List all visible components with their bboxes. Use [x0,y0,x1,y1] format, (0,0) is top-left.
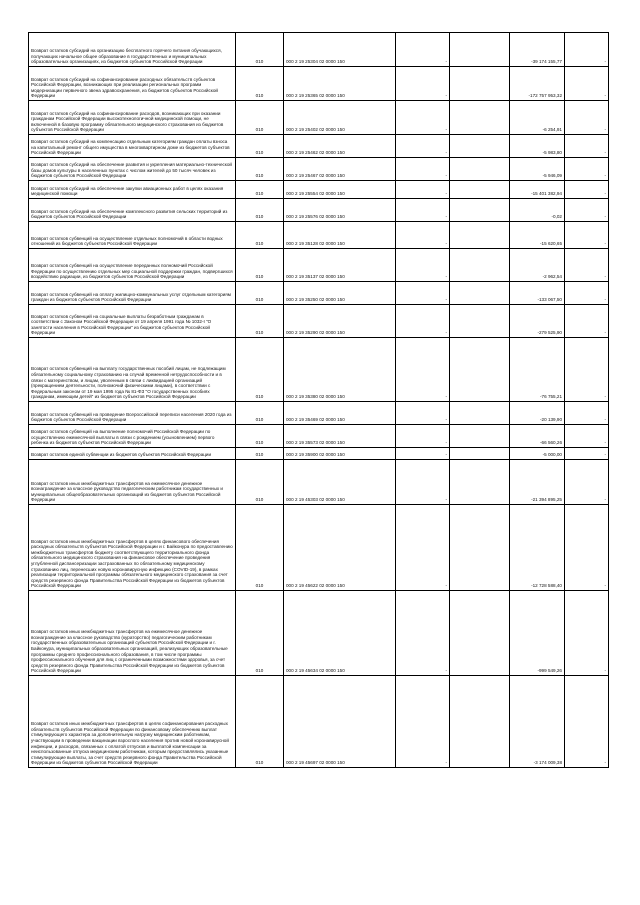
cell-classification-code: 000 2 19 25365 02 0000 150 [284,67,396,101]
cell-empty-2 [450,676,510,768]
cell-amount: -12 728 588,40 [510,505,565,591]
cell-amount: -3 174 009,38 [510,676,565,768]
cell-empty-2 [450,338,510,402]
cell-line-code: 010 [236,222,284,249]
cell-classification-code: 000 2 19 25402 02 0000 150 [284,101,396,135]
cell-empty-1: - [396,181,450,199]
cell-classification-code: 000 2 19 35469 02 0000 150 [284,402,396,425]
cell-classification-code: 000 2 19 25576 02 0000 150 [284,199,396,222]
cell-empty-3: - [565,448,609,460]
table-row [29,199,609,222]
cell-amount: -15 401 382,94 [510,181,565,199]
cell-empty-2 [450,181,510,199]
cell-empty-2 [450,282,510,305]
cell-name: Возврат остатков субсидий на софинансирование расходных обязательств субъектов Российской Федерации, возникающих при реализации региональных программ модернизации первичного звена здравоохранения, из бюджетов субъектов Российской Федерации [29,67,236,101]
cell-classification-code: 000 2 19 35900 02 0000 150 [284,448,396,460]
cell-amount: -5 946,09 [510,158,565,181]
cell-amount: -2 962,54 [510,249,565,282]
table-row [29,676,609,768]
cell-empty-1: - [396,460,450,505]
cell-line-code: 010 [236,101,284,135]
cell-name: Возврат остатков субсидий на организацию бесплатного горячего питания обучающихся, получающих начальное общее образование в государственных и муниципальных образовательных организациях, из бюджетов субъектов Российской Федерации [29,33,236,67]
cell-classification-code: 000 2 19 35128 02 0000 150 [284,222,396,249]
cell-empty-1: - [396,101,450,135]
cell-line-code: 010 [236,676,284,768]
cell-name: Возврат остатков иных межбюджетных трансфертов в целях софинансирования расходных обязательств субъектов Российской Федерации по финансовому обеспечению выплат стимулирующего характера за дополнительную нагрузку медицинским работникам, участвующим в проведении вакцинации взрослого населения против новой коронавирусной инфекции, и расходов, связанных с оплатой отпусков и выплатой компенсации за неиспользованные отпуска медицинским работникам, которым предоставлялись указанные стимулирующие выплаты, за счет средств резервного фонда Правительства Российской Федерации из бюджетов субъектов Российской Федерации [29,676,236,768]
cell-empty-1: - [396,338,450,402]
cell-empty-1: - [396,67,450,101]
cell-empty-3: - [565,591,609,676]
cell-amount: -172 757 953,32 [510,67,565,101]
cell-amount: -999 549,26 [510,591,565,676]
table-row [29,282,609,305]
cell-name: Возврат остатков субвенций на выполнение полномочий Российской Федерации по осуществлению ежемесячной выплаты в связи с рождением (усыновлением) первого ребенка из бюджетов субъектов Российской Федерации [29,425,236,448]
cell-name: Возврат остатков субвенций на проведение Всероссийской переписи населения 2020 года из бюджетов субъектов Российской Федерации [29,402,236,425]
cell-line-code: 010 [236,425,284,448]
cell-empty-1: - [396,305,450,338]
cell-empty-3: - [565,676,609,768]
cell-line-code: 010 [236,181,284,199]
cell-line-code: 010 [236,591,284,676]
cell-empty-3: - [565,425,609,448]
cell-empty-3: - [565,222,609,249]
cell-empty-2 [450,402,510,425]
table-row [29,591,609,676]
cell-name: Возврат остатков субсидий на обеспечение развития и укрепления материально-технической базы домов культуры в населенных пунктах с числом жителей до 50 тысяч человек из бюджетов субъектов Российской Федерации [29,158,236,181]
table-row [29,505,609,591]
table-row [29,448,609,460]
table-row [29,33,609,67]
cell-amount: -133 067,50 [510,282,565,305]
table-body [29,33,609,768]
cell-name: Возврат остатков иных межбюджетных трансфертов на ежемесячное денежное вознаграждение за классное руководство педагогическим работникам государственных и муниципальных общеобразовательных организаций из бюджетов субъектов Российской Федерации [29,460,236,505]
cell-empty-2 [450,222,510,249]
cell-line-code: 010 [236,249,284,282]
cell-name: Возврат остатков субсидий на софинансирование расходов, возникающих при оказании гражданам Российской Федерации высокотехнологичной медицинской помощи, не включенной в базовую программу обязательного медицинского страхования из бюджетов субъектов Российской Федерации [29,101,236,135]
cell-classification-code: 000 2 19 25304 02 0000 150 [284,33,396,67]
cell-empty-3: - [565,181,609,199]
cell-empty-3: - [565,249,609,282]
table-row [29,135,609,158]
cell-empty-1: - [396,158,450,181]
cell-empty-2 [450,505,510,591]
cell-line-code: 010 [236,338,284,402]
cell-amount: -0,02 [510,199,565,222]
cell-amount: -66 560,26 [510,425,565,448]
cell-empty-2 [450,33,510,67]
cell-empty-3: - [565,199,609,222]
cell-empty-3: - [565,135,609,158]
table-row [29,181,609,199]
cell-empty-1: - [396,676,450,768]
table-row [29,305,609,338]
cell-amount: -21 394 895,25 [510,460,565,505]
cell-empty-3: - [565,338,609,402]
cell-name: Возврат остатков субвенций на выплату государственных пособий лицам, не подлежащим обязательному социальному страхованию на случай временной нетрудоспособности и в связи с материнством, и лицам, уволенным в связи с ликвидацией организаций (прекращением деятельности, полномочий физическими лицами), в соответствии с Федеральным законом от 19 мая 1995 года № 81-ФЗ "О государственных пособиях гражданам, имеющим детей" из бюджетов субъектов Российской Федерации [29,338,236,402]
cell-empty-2 [450,460,510,505]
table-row [29,425,609,448]
budget-report-table [28,32,609,768]
cell-name: Возврат остатков иных межбюджетных трансфертов на ежемесячное денежное вознаграждение за классное руководство (кураторство) педагогическим работникам государственных образовательных организаций субъектов Российской Федерации и г. Байконура, муниципальных образовательных организаций, реализующих образовательные программы среднего профессионального образования, в том числе программы профессионального обучения для лиц с ограниченными возможностями здоровья, за счет средств резервного фонда Правительства Российской Федерации из бюджетов субъектов Российской Федерации [29,591,236,676]
cell-classification-code: 000 2 19 35380 02 0000 150 [284,338,396,402]
cell-empty-1: - [396,505,450,591]
cell-line-code: 010 [236,460,284,505]
cell-empty-2 [450,158,510,181]
cell-line-code: 010 [236,67,284,101]
cell-amount: -15 620,65 [510,222,565,249]
cell-line-code: 010 [236,402,284,425]
cell-line-code: 010 [236,505,284,591]
cell-line-code: 010 [236,282,284,305]
cell-classification-code: 000 2 19 45622 02 0000 150 [284,505,396,591]
table-row [29,402,609,425]
table-row [29,158,609,181]
cell-line-code: 010 [236,135,284,158]
cell-classification-code: 000 2 19 45634 02 0000 150 [284,591,396,676]
cell-name: Возврат остатков субвенций на оплату жилищно-коммунальных услуг отдельным категориям граждан из бюджетов субъектов Российской Федерации [29,282,236,305]
cell-classification-code: 000 2 19 35137 02 0000 150 [284,249,396,282]
cell-empty-3: - [565,460,609,505]
cell-empty-1: - [396,222,450,249]
cell-empty-3: - [565,158,609,181]
cell-classification-code: 000 2 19 45303 02 0000 150 [284,460,396,505]
cell-classification-code: 000 2 19 35573 02 0000 150 [284,425,396,448]
cell-line-code: 010 [236,199,284,222]
cell-classification-code: 000 2 19 25462 02 0000 150 [284,135,396,158]
cell-line-code: 010 [236,305,284,338]
cell-empty-2 [450,135,510,158]
cell-empty-2 [450,425,510,448]
cell-classification-code: 000 2 19 35290 02 0000 150 [284,305,396,338]
cell-empty-2 [450,101,510,135]
cell-line-code: 010 [236,448,284,460]
cell-classification-code: 000 2 19 25467 02 0000 150 [284,158,396,181]
cell-amount: -5 000,00 [510,448,565,460]
cell-empty-2 [450,305,510,338]
table-row [29,460,609,505]
cell-empty-1: - [396,249,450,282]
cell-empty-3: - [565,101,609,135]
cell-line-code: 010 [236,158,284,181]
cell-name: Возврат остатков субсидий на обеспечение комплексного развития сельских территорий из бюджетов субъектов Российской Федерации [29,199,236,222]
cell-empty-2 [450,67,510,101]
cell-amount: -20 139,90 [510,402,565,425]
cell-empty-1: - [396,591,450,676]
table-row [29,222,609,249]
cell-name: Возврат остатков иных межбюджетных трансфертов в целях финансового обеспечения расходных обязательств субъектов Российской Федерации и г. Байконура по предоставлению межбюджетных трансфертов бюджету соответствующего территориального фонда обязательного медицинского страхования на финансовое обеспечение проведения углубленной диспансеризации застрахованных по обязательному медицинскому страхованию лиц, перенесших новую коронавирусную инфекцию (COVID-19), в рамках реализации территориальной программы обязательного медицинского страхования за счет средств резервного фонда Правительства Российской Федерации из бюджетов субъектов Российской Федерации [29,505,236,591]
cell-empty-1: - [396,199,450,222]
cell-empty-1: - [396,282,450,305]
cell-classification-code: 000 2 19 45697 02 0000 150 [284,676,396,768]
cell-amount: -6 254,91 [510,101,565,135]
cell-empty-3: - [565,505,609,591]
cell-empty-2 [450,249,510,282]
cell-empty-3: - [565,305,609,338]
cell-amount: -5 983,80 [510,135,565,158]
cell-empty-1: - [396,402,450,425]
cell-classification-code: 000 2 19 35250 02 0000 150 [284,282,396,305]
table-row [29,101,609,135]
cell-empty-3: - [565,282,609,305]
cell-empty-3: - [565,402,609,425]
cell-amount: -76 755,21 [510,338,565,402]
cell-empty-1: - [396,135,450,158]
table-row [29,338,609,402]
cell-amount: -279 525,90 [510,305,565,338]
cell-name: Возврат остатков единой субвенции из бюджетов субъектов Российской Федерации [29,448,236,460]
cell-name: Возврат остатков субвенций на социальные выплаты безработным гражданам в соответствии с Законом Российской Федерации от 19 апреля 1991 года № 1032-I "О занятости населения в Российской Федерации" из бюджетов субъектов Российской Федерации [29,305,236,338]
cell-name: Возврат остатков субвенций на осуществление отдельных полномочий в области водных отношений из бюджетов субъектов Российской Федерации [29,222,236,249]
cell-empty-1: - [396,33,450,67]
table-row [29,249,609,282]
cell-empty-2 [450,199,510,222]
cell-name: Возврат остатков субвенций на осуществление переданных полномочий Российской Федерации по осуществлению отдельных мер социальной поддержки граждан, подвергшихся воздействию радиации, из бюджетов субъектов Российской Федерации [29,249,236,282]
cell-name: Возврат остатков субсидий на компенсацию отдельным категориям граждан оплаты взноса на капитальный ремонт общего имущества в многоквартирном доме из бюджетов субъектов Российской Федерации [29,135,236,158]
cell-line-code: 010 [236,33,284,67]
cell-empty-1: - [396,448,450,460]
cell-amount: -39 174 155,77 [510,33,565,67]
cell-empty-2 [450,591,510,676]
cell-empty-1: - [396,425,450,448]
table-row [29,67,609,101]
cell-empty-3: - [565,33,609,67]
cell-name: Возврат остатков субсидий на обеспечение закупки авиационных работ в целях оказания медицинской помощи [29,181,236,199]
cell-classification-code: 000 2 19 25554 02 0000 150 [284,181,396,199]
cell-empty-2 [450,448,510,460]
cell-empty-3: - [565,67,609,101]
